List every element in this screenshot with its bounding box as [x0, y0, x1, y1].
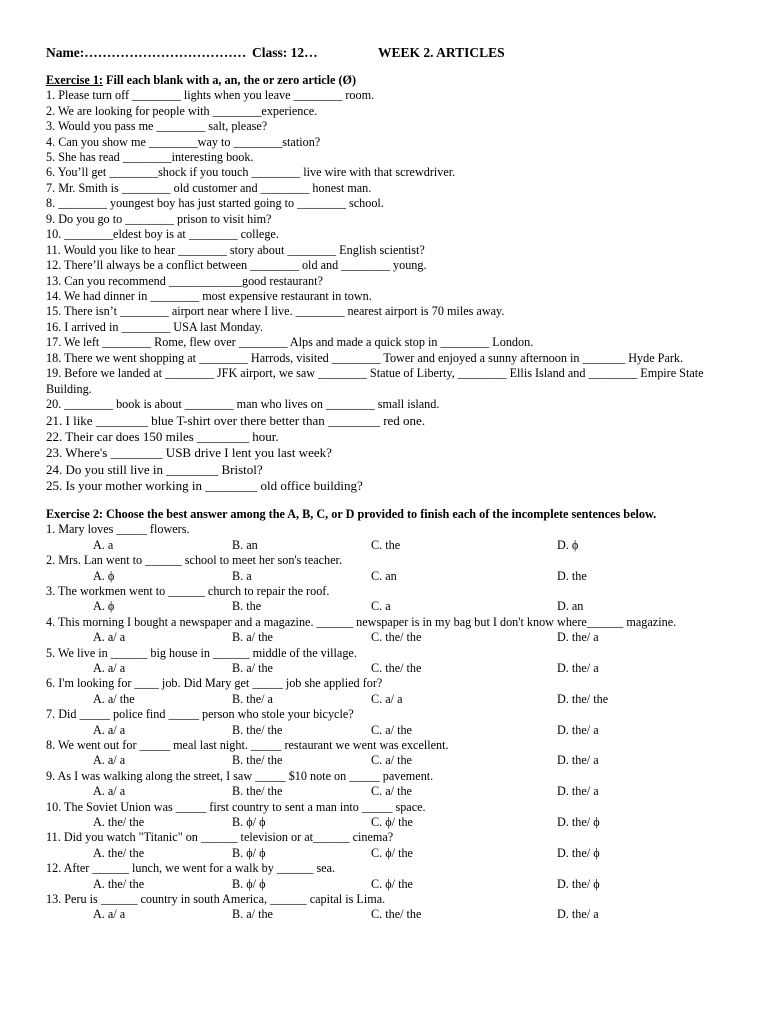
option-c: C. an [371, 568, 397, 583]
exercise-1-item: 7. Mr. Smith is ________ old customer and ________ honest man. [46, 180, 372, 195]
option-c: C. a/ the [371, 784, 412, 799]
exercise-1-item: 24. Do you still live in ________ Bristol? [46, 461, 263, 477]
exercise-1-item: 16. I arrived in ________ USA last Monday. [46, 319, 263, 334]
exercise-2-options [46, 753, 726, 768]
option-c: C. the/ the [371, 661, 422, 676]
exercise-1-item: 21. I like ________ blue T-shirt over there better than ________ red one. [46, 412, 426, 428]
exercise-2-options [46, 877, 726, 892]
exercise-2-options [46, 723, 726, 738]
option-c: C. a [371, 599, 391, 614]
option-a: A. the/ the [93, 845, 145, 860]
exercise-1-label: Exercise 1: [46, 73, 103, 87]
exercise-1-list [46, 88, 726, 494]
option-b: B. ϕ/ ϕ [232, 815, 266, 830]
option-d: D. the/ a [557, 784, 599, 799]
option-c: C. a/ a [371, 691, 403, 706]
option-a: A. a/ the [93, 691, 135, 706]
option-a: A. a/ a [93, 630, 126, 645]
exercise-1-item: 2. We are looking for people with ________experience. [46, 103, 318, 118]
option-c: C. a/ the [371, 753, 412, 768]
exercise-2-options [46, 569, 726, 584]
exercise-2-question: 12. After ______ lunch, we went for a walk by ______ sea. [46, 861, 336, 876]
option-b: B. the/ the [232, 784, 283, 799]
exercise-1-item: 4. Can you show me ________way to ________station? [46, 134, 321, 149]
exercise-1-item: 1. Please turn off ________ lights when you leave ________ room. [46, 88, 375, 103]
exercise-1-item: 23. Where's ________ USB drive I lent you last week? [46, 445, 332, 461]
option-b: B. ϕ/ ϕ [232, 876, 266, 891]
name-field-label: Name:……………………………… [46, 45, 247, 60]
option-a: A. a [93, 537, 114, 552]
exercise-2-options [46, 630, 726, 645]
exercise-2-question: 8. We went out for _____ meal last night. _____ restaurant we went was excellent. [46, 738, 449, 753]
exercise-2-question: 2. Mrs. Lan went to ______ school to meet her son's teacher. [46, 553, 342, 568]
option-d: D. the/ a [557, 630, 599, 645]
option-d: D. the/ ϕ [557, 876, 600, 891]
exercise-2-options [46, 907, 726, 922]
option-d: D. the/ ϕ [557, 845, 600, 860]
exercise-1-item: 20. ________ book is about ________ man who lives on ________ small island. [46, 397, 440, 412]
exercise-2-options [46, 692, 726, 707]
option-a: A. ϕ [93, 599, 115, 614]
exercise-2-question: 6. I'm looking for ____ job. Did Mary get _____ job she applied for? [46, 676, 383, 691]
exercise-1-item: 17. We left ________ Rome, flew over ________ Alps and made a quick stop in ________ London. [46, 335, 534, 350]
exercise-2-question: 5. We live in ______ big house in ______ middle of the village. [46, 645, 357, 660]
exercise-1-item: 13. Can you recommend ____________good restaurant? [46, 273, 323, 288]
exercise-1-item: 9. Do you go to ________ prison to visit him? [46, 211, 272, 226]
exercise-2-options [46, 661, 726, 676]
option-a: A. a/ a [93, 661, 126, 676]
exercise-2-options [46, 784, 726, 799]
option-b: B. a/ the [232, 630, 273, 645]
exercise-2-question: 13. Peru is ______ country in south America, ______ capital is Lima. [46, 892, 386, 907]
option-c: C. a/ the [371, 722, 412, 737]
option-d: D. an [557, 599, 584, 614]
option-b: B. the [232, 599, 262, 614]
option-a: A. the/ the [93, 876, 145, 891]
option-c: C. the/ the [371, 907, 422, 922]
exercise-1-item: 19. Before we landed at ________ JFK airport, we saw ________ Statue of Liberty, ________ Ellis Island and ________ Empire State Building. [46, 366, 704, 396]
exercise-1-item: 15. There isn’t ________ airport near where I live. ________ nearest airport is 70 miles away. [46, 304, 505, 319]
option-d: D. the/ a [557, 753, 599, 768]
exercise-1-item: 25. Is your mother working in ________ old office building? [46, 478, 363, 494]
option-b: B. the/ the [232, 722, 283, 737]
option-d: D. the/ the [557, 691, 609, 706]
option-a: A. the/ the [93, 815, 145, 830]
exercise-2-options [46, 538, 726, 553]
exercise-1-item: 5. She has read ________interesting book. [46, 150, 254, 165]
exercise-1-item: 18. There we went shopping at ________ Harrods, visited ________ Tower and enjoyed a sunny afternoon in _______ Hyde Park. [46, 350, 684, 365]
exercise-1-item: 8. ________ youngest boy has just started going to ________ school. [46, 196, 384, 211]
option-c: C. ϕ/ the [371, 815, 413, 830]
option-b: B. a/ the [232, 661, 273, 676]
option-c: C. the/ the [371, 630, 422, 645]
option-b: B. the/ a [232, 691, 273, 706]
exercise-1-item: 14. We had dinner in ________ most expensive restaurant in town. [46, 288, 372, 303]
option-b: B. a [232, 568, 252, 583]
option-d: D. the [557, 568, 587, 583]
exercise-2-question: 9. As I was walking along the street, I saw _____ $10 note on _____ pavement. [46, 768, 434, 783]
exercise-1-item: 6. You’ll get ________shock if you touch ________ live wire with that screwdriver. [46, 165, 456, 180]
option-a: A. a/ a [93, 753, 126, 768]
option-a: A. a/ a [93, 784, 126, 799]
option-b: B. an [232, 537, 258, 552]
exercise-1-item: 12. There’ll always be a conflict between ________ old and ________ young. [46, 258, 427, 273]
exercise-1-item: 3. Would you pass me ________ salt, please? [46, 119, 268, 134]
exercise-2-options [46, 599, 726, 614]
option-a: A. a/ a [93, 907, 126, 922]
class-field-label: Class: 12… [252, 45, 318, 60]
exercise-1-instruction: Fill each blank with a, an, the or zero article (Ø) [102, 73, 357, 87]
option-d: D. the/ a [557, 661, 599, 676]
worksheet-title: WEEK 2. ARTICLES [378, 45, 505, 60]
worksheet-header [46, 42, 726, 64]
exercise-2-question: 10. The Soviet Union was _____ first country to sent a man into _____ space. [46, 799, 426, 814]
option-c: C. the [371, 537, 401, 552]
exercise-2-question: 11. Did you watch "Titanic" on ______ television or at______ cinema? [46, 830, 394, 845]
option-c: C. ϕ/ the [371, 876, 413, 891]
exercise-2-options [46, 846, 726, 861]
option-d: D. ϕ [557, 537, 579, 552]
exercise-1-item: 22. Their car does 150 miles ________ hour. [46, 428, 279, 444]
exercise-1-title [46, 73, 726, 88]
option-d: D. the/ a [557, 907, 599, 922]
exercise-2-question: 7. Did _____ police find _____ person who stole your bicycle? [46, 707, 354, 722]
option-b: B. ϕ/ ϕ [232, 845, 266, 860]
option-d: D. the/ a [557, 722, 599, 737]
option-a: A. a/ a [93, 722, 126, 737]
exercise-2-list [46, 522, 726, 922]
exercise-1-item: 10. ________eldest boy is at ________ college. [46, 227, 279, 242]
option-b: B. the/ the [232, 753, 283, 768]
exercise-2-question: 3. The workmen went to ______ church to repair the roof. [46, 584, 330, 599]
exercise-2-options [46, 815, 726, 830]
option-d: D. the/ ϕ [557, 815, 600, 830]
option-b: B. a/ the [232, 907, 273, 922]
exercise-2-title: Exercise 2: Choose the best answer among the A, B, C, or D provided to finish each of the incomplete sentences below. [46, 507, 657, 522]
exercise-1-item: 11. Would you like to hear ________ story about ________ English scientist? [46, 242, 425, 257]
option-c: C. ϕ/ the [371, 845, 413, 860]
exercise-2-question: 1. Mary loves _____ flowers. [46, 522, 190, 537]
worksheet [46, 42, 726, 923]
exercise-2-question: 4. This morning I bought a newspaper and a magazine. ______ newspaper is in my bag but I don't know where______ magazine. [46, 614, 677, 629]
option-a: A. ϕ [93, 568, 115, 583]
